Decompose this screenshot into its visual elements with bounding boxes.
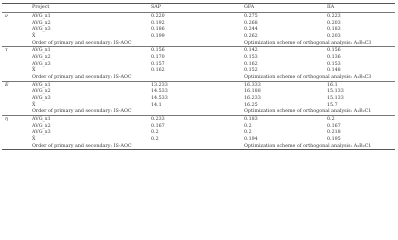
header-row [2,4,395,12]
row-iia: 15.133 [327,96,344,102]
row-gfa: 0.275 [244,14,258,19]
optimization-scheme: Optimization scheme of orthogonal analysis: A₁B₂C1 [244,109,372,115]
bottom-rule [2,149,395,150]
table-row [2,116,395,123]
row-sap: 14.533 [151,96,168,102]
row-gfa: 0.183 [244,117,258,123]
header-sap: SAP [151,5,161,10]
table-row [2,67,395,74]
optimization-scheme: Optimization scheme of orthogonal analysis: A₂B₂C1 [244,143,372,149]
optimization-scheme: Optimization scheme of orthogonal analysis: A₁B₃C3 [244,75,372,81]
header-project: Project [32,5,50,10]
row-iia: 0.203 [327,20,341,26]
header-gfa: GFA [244,5,255,10]
row-sap: 14.533 [151,89,168,95]
row-sap: 0.167 [151,123,165,129]
row-sap: 0.192 [151,20,165,26]
group-symbol: ν [5,14,8,19]
table-row [2,20,395,27]
table-row [2,54,395,61]
row-sap: 0.157 [151,61,165,67]
row-gfa: 0.244 [244,27,258,33]
row-project: AVG_x1 [32,82,51,88]
row-iia: 0.148 [327,68,341,74]
row-project: AVG_x1 [32,48,51,54]
row-gfa: 0.2 [244,130,252,136]
row-gfa: 0.142 [244,48,258,54]
row-iia: 0.156 [327,48,341,54]
optimization-scheme: Optimization scheme of orthogonal analysis: A₂B₃C3 [244,40,372,46]
row-iia: 0.195 [327,137,341,143]
row-iia: 0.153 [327,61,341,67]
row-iia: 0.223 [327,14,341,19]
row-project: AVG_x1 [32,14,51,19]
row-sap: 0.233 [151,117,165,123]
row-sap: 0.186 [151,27,165,33]
row-project: AVG_x3 [32,130,51,136]
row-gfa: 0.268 [244,20,258,26]
row-sap: 0.2 [151,137,159,143]
row-project: X̄ [32,34,36,40]
group-symbol: E [5,82,9,88]
row-iia: 0.183 [327,27,341,33]
group-note-row [2,143,395,150]
row-gfa: 0.162 [244,61,258,67]
group-note-row [2,40,395,47]
table-row [2,82,395,89]
table-row [2,26,395,33]
row-gfa: 16.188 [244,89,261,95]
orthogonal-analysis-table [2,3,395,150]
row-sap: 0.2 [151,130,159,136]
row-iia: 0.203 [327,34,341,40]
row-iia: 16.1 [327,82,338,88]
row-project: X̄ [32,137,36,143]
row-sap: 0.220 [151,14,165,19]
row-sap: 0.156 [151,48,165,54]
row-gfa: 0.194 [244,137,258,143]
table-row [2,136,395,143]
group-note-row [2,108,395,115]
row-iia: 15.133 [327,89,344,95]
row-iia: 15.7 [327,102,338,108]
row-project: X̄ [32,68,36,74]
row-gfa: 16.25 [244,102,258,108]
row-project: AVG_x2 [32,89,51,95]
row-project: AVG_x3 [32,61,51,67]
group-symbol: τ [5,48,8,54]
primary-secondary-order: Order of primary and secondary: IS-AOC [32,143,132,149]
row-gfa: 0.153 [244,55,258,61]
row-project: AVG_x2 [32,55,51,61]
row-project: AVG_x2 [32,20,51,26]
table-row [2,88,395,95]
row-iia: 0.2 [327,117,335,123]
row-sap: 14.1 [151,102,162,108]
table-row [2,95,395,102]
row-gfa: 16.233 [244,96,261,102]
primary-secondary-order: Order of primary and secondary: IS-AOC [32,109,132,115]
row-project: AVG_x3 [32,27,51,33]
primary-secondary-order: Order of primary and secondary: IS-AOC [32,75,132,81]
table-row [2,33,395,40]
table-row [2,123,395,130]
row-sap: 13.233 [151,82,168,88]
row-project: AVG_x3 [32,96,51,102]
group-note-row [2,74,395,81]
table-row [2,61,395,68]
row-project: X̄ [32,102,36,108]
group-symbol: η [5,117,8,123]
row-sap: 0.199 [151,34,165,40]
row-gfa: 16.333 [244,82,261,88]
table-row [2,102,395,109]
row-gfa: 0.152 [244,68,258,74]
primary-secondary-order: Order of primary and secondary: IS-AOC [32,40,132,46]
row-sap: 0.162 [151,68,165,74]
row-project: AVG_x2 [32,123,51,129]
row-sap: 0.170 [151,55,165,61]
row-iia: 0.167 [327,123,341,129]
row-gfa: 0.262 [244,34,258,40]
row-project: AVG_x1 [32,117,51,123]
row-iia: 0.218 [327,130,341,136]
header-iia: IIA [327,5,335,10]
table-row [2,47,395,54]
row-iia: 0.136 [327,55,341,61]
table-row [2,129,395,136]
row-gfa: 0.2 [244,123,252,129]
table-row [2,13,395,20]
